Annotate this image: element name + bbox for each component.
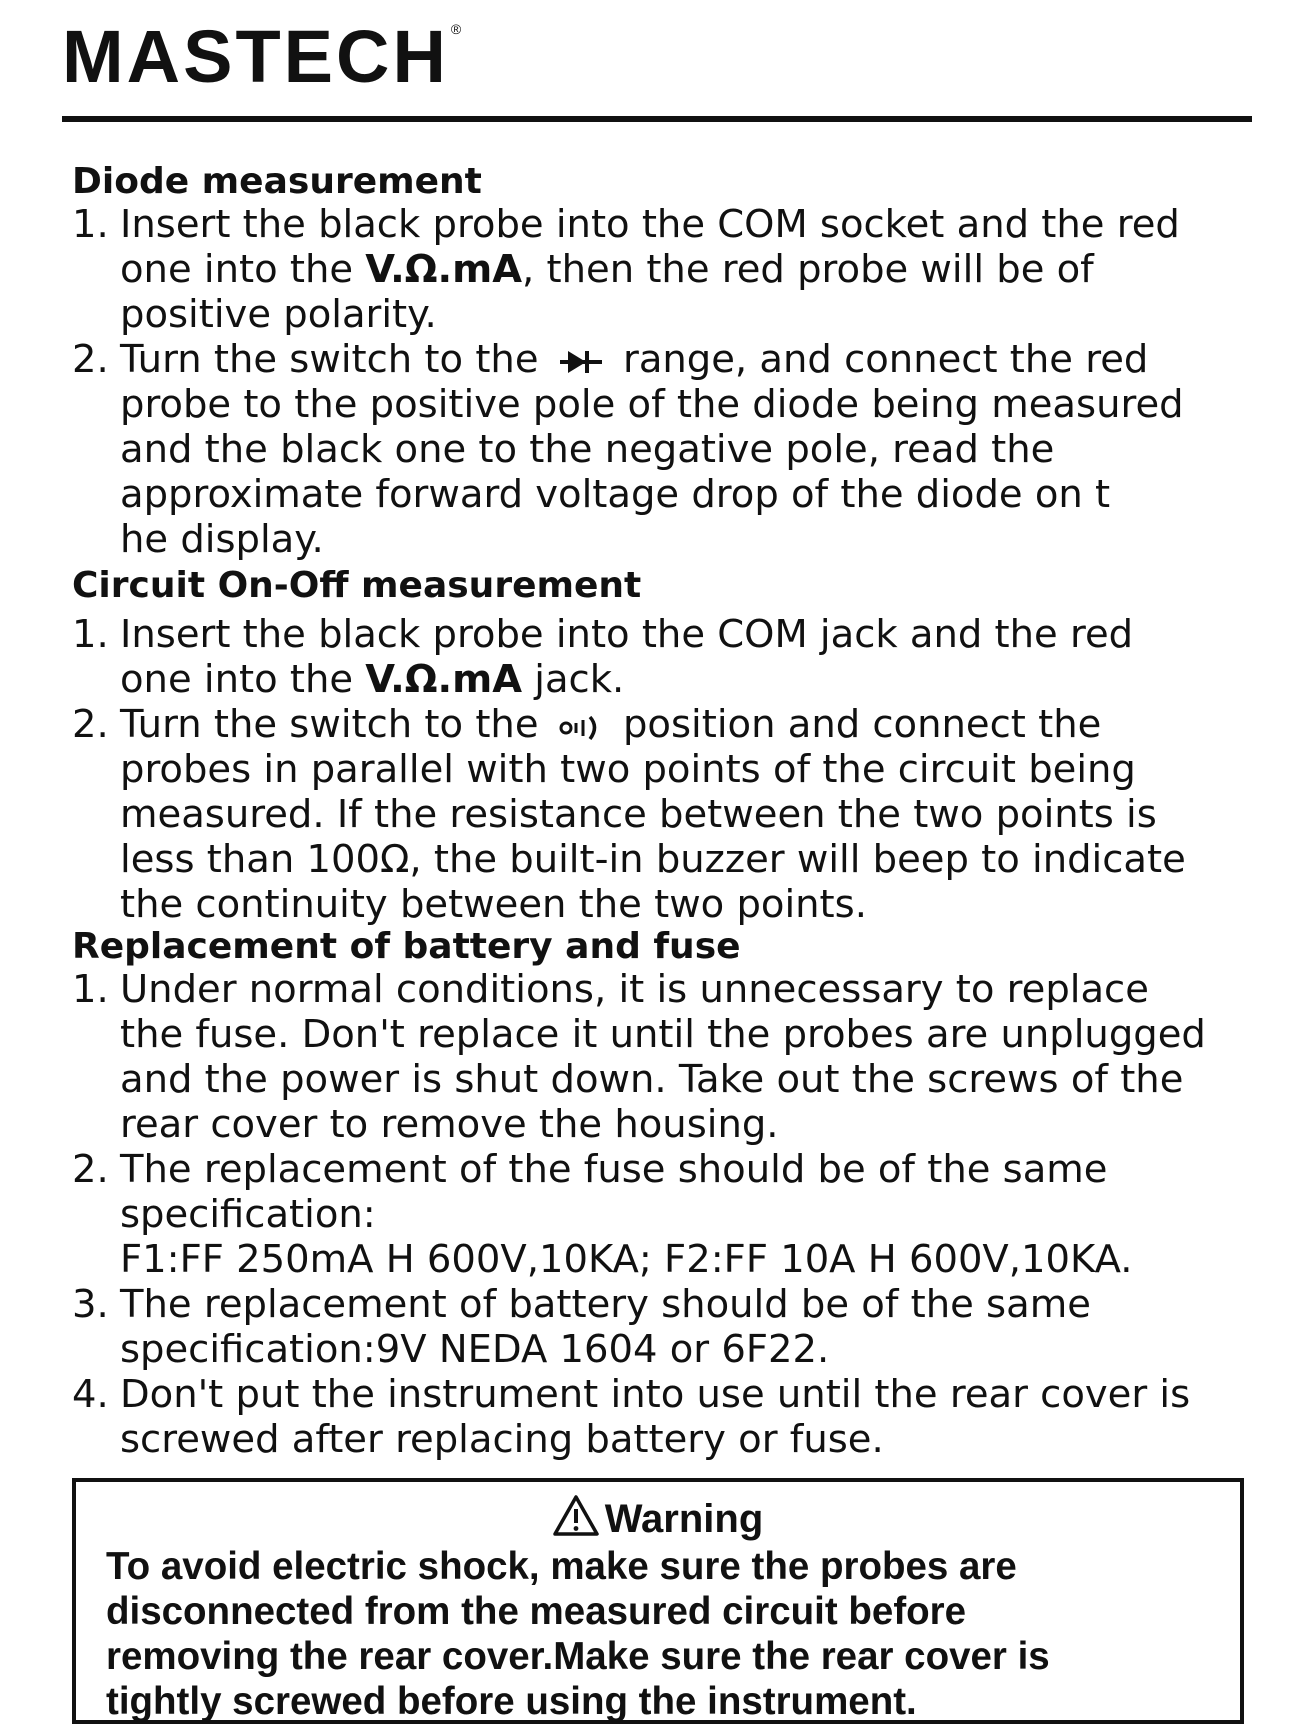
step-line: the fuse. Don't replace it until the probes are unplugged bbox=[120, 1012, 1206, 1057]
warning-line: tightly screwed before using the instrument. bbox=[106, 1680, 917, 1723]
step-number: 1. bbox=[72, 202, 109, 247]
replacement-step-3 bbox=[72, 1282, 1262, 1372]
step-number: 2. bbox=[72, 702, 109, 747]
warning-heading bbox=[76, 1494, 1240, 1541]
circuit-step-1 bbox=[72, 612, 1262, 702]
replacement-steps bbox=[72, 967, 1262, 1462]
diode-step-1 bbox=[72, 202, 1262, 337]
step-line: he display. bbox=[120, 517, 324, 562]
step-text: one into the bbox=[120, 657, 366, 702]
step-line: screwed after replacing battery or fuse. bbox=[120, 1417, 884, 1462]
replacement-step-4 bbox=[72, 1372, 1262, 1462]
fuse-spec: F1:FF 250mA H 600V,10KA; F2:FF 10A H 600V,10KA. bbox=[120, 1237, 1133, 1282]
buzzer-icon bbox=[551, 713, 611, 741]
step-text: range, and connect the red bbox=[610, 337, 1149, 382]
step-number: 2. bbox=[72, 337, 109, 382]
step-line: The replacement of battery should be of the same bbox=[120, 1282, 1091, 1327]
warning-line: disconnected from the measured circuit before bbox=[106, 1590, 967, 1633]
step-number: 1. bbox=[72, 612, 109, 657]
step-line: positive polarity. bbox=[120, 292, 437, 337]
step-line: Don't put the instrument into use until the rear cover is bbox=[120, 1372, 1191, 1417]
brand-logo bbox=[62, 15, 462, 98]
diode-steps bbox=[72, 202, 1262, 562]
replacement-step-2 bbox=[72, 1147, 1262, 1282]
step-line: Under normal conditions, it is unnecessary to replace bbox=[120, 967, 1149, 1012]
step-line bbox=[120, 702, 1262, 747]
section-title-replacement: Replacement of battery and fuse bbox=[72, 926, 741, 967]
circuit-steps bbox=[72, 612, 1262, 927]
warning-triangle-icon bbox=[553, 1494, 599, 1536]
step-text: Turn the switch to the bbox=[120, 337, 551, 382]
step-number: 4. bbox=[72, 1372, 109, 1417]
step-line: Insert the black probe into the COM jack and the red bbox=[120, 612, 1134, 657]
battery-spec: specification:9V NEDA 1604 or 6F22. bbox=[120, 1327, 830, 1372]
step-line bbox=[120, 247, 1262, 292]
step-number: 3. bbox=[72, 1282, 109, 1327]
circuit-step-2 bbox=[72, 702, 1262, 927]
section-title-diode: Diode measurement bbox=[72, 161, 482, 202]
step-text: , then the red probe will be of bbox=[522, 247, 1094, 292]
diode-step-2 bbox=[72, 337, 1262, 562]
warning-box bbox=[72, 1478, 1244, 1724]
diode-icon bbox=[551, 349, 611, 375]
section-title-circuit: Circuit On-Off measurement bbox=[72, 565, 642, 606]
jack-label: V.Ω.mA bbox=[365, 247, 523, 292]
step-line: measured. If the resistance between the two points is bbox=[120, 792, 1157, 837]
registered-mark: ® bbox=[450, 21, 462, 37]
step-number: 1. bbox=[72, 967, 109, 1012]
step-line: probes in parallel with two points of the circuit being bbox=[120, 747, 1136, 792]
step-line: Insert the black probe into the COM socket and the red bbox=[120, 202, 1180, 247]
warning-line: removing the rear cover.Make sure the rear cover is bbox=[106, 1635, 1050, 1678]
step-line: and the black one to the negative pole, read the bbox=[120, 427, 1055, 472]
step-line: less than 100Ω, the built-in buzzer will beep to indicate bbox=[120, 837, 1186, 882]
header-rule bbox=[62, 116, 1252, 122]
warning-title: Warning bbox=[604, 1497, 764, 1541]
step-line bbox=[120, 337, 1262, 382]
step-line: specification: bbox=[120, 1192, 376, 1237]
step-text: Turn the switch to the bbox=[120, 702, 551, 747]
step-line bbox=[120, 657, 1262, 702]
jack-label: V.Ω.mA bbox=[365, 657, 523, 702]
step-line: the continuity between the two points. bbox=[120, 882, 867, 927]
warning-line: To avoid electric shock, make sure the probes are bbox=[106, 1545, 1017, 1588]
warning-text bbox=[106, 1544, 1226, 1724]
manual-content bbox=[72, 162, 1262, 1462]
brand-name: MASTECH bbox=[62, 15, 449, 98]
step-line: probe to the positive pole of the diode being measured bbox=[120, 382, 1184, 427]
step-text: jack. bbox=[522, 657, 625, 702]
step-line: rear cover to remove the housing. bbox=[120, 1102, 779, 1147]
step-text: position and connect the bbox=[610, 702, 1102, 747]
step-text: one into the bbox=[120, 247, 366, 292]
replacement-step-1 bbox=[72, 967, 1262, 1147]
step-line: The replacement of the fuse should be of the same bbox=[120, 1147, 1108, 1192]
step-line: approximate forward voltage drop of the diode on t bbox=[120, 472, 1111, 517]
step-number: 2. bbox=[72, 1147, 109, 1192]
step-line: and the power is shut down. Take out the screws of the bbox=[120, 1057, 1184, 1102]
